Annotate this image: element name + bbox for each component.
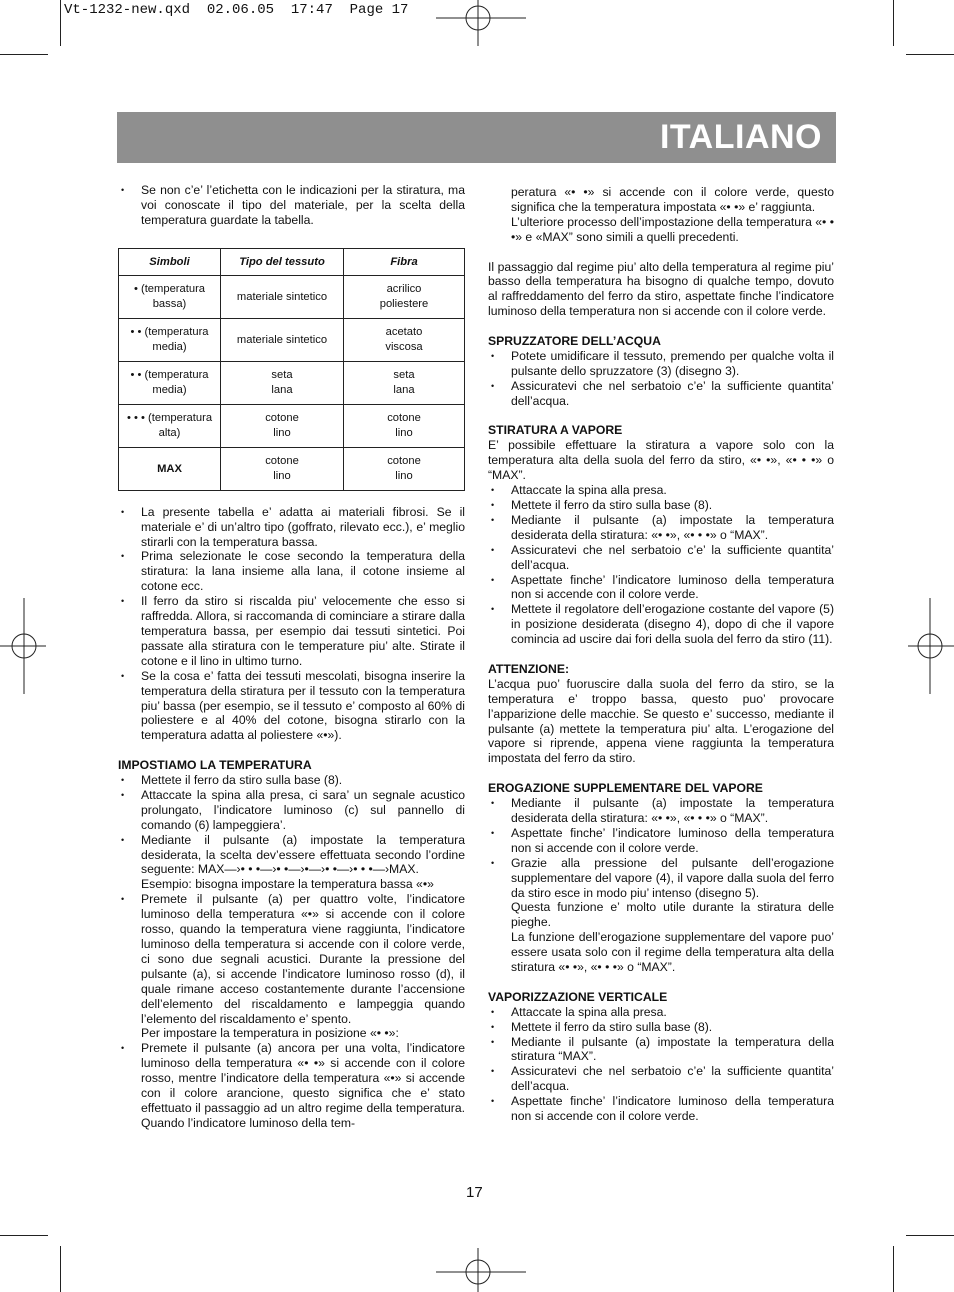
table-header-row xyxy=(119,248,465,275)
table-cell: cotone lino xyxy=(221,447,344,490)
paragraph: E’ possibile effettuare la stiratura a vapore solo con la temperatura alta della suola del ferro da stiro, «• •», «• • •» o “MAX”. xyxy=(488,438,834,483)
list-item: • Mediante il pulsante (a) impostate la temperatura desiderata della stiratura: «• •», «• • •» o “MAX”. xyxy=(488,513,834,543)
list-item-continuation: Questa funzione e’ molto utile durante la stiratura delle pieghe. xyxy=(511,900,834,930)
registration-mark-left xyxy=(0,598,46,694)
section-heading: IMPOSTIAMO LA TEMPERATURA xyxy=(118,758,312,773)
table-header: Simboli xyxy=(119,248,221,275)
print-slug: Vt-1232-new.qxd 02.06.05 17:47 Page 17 xyxy=(64,2,409,18)
section-heading: EROGAZIONE SUPPLEMENTARE DEL VAPORE xyxy=(488,781,763,796)
table-cell: acetato viscosa xyxy=(344,318,465,361)
table-row xyxy=(119,318,465,361)
table-cell: • • • (temperatura alta) xyxy=(119,404,221,447)
table-row xyxy=(119,275,465,318)
section-heading: STIRATURA A VAPORE xyxy=(488,423,623,438)
list-item: • Attaccate la spina alla presa. xyxy=(488,1005,834,1020)
table-cell: • • (temperatura media) xyxy=(119,361,221,404)
intro-bullet: • Se non c’e’ l’etichetta con le indicazioni per la stiratura, ma voi conoscate il tipo del materiale, per la scelta della temperatura guardate la tabella. xyxy=(118,183,465,228)
list-item-continuation: peratura «• •» si accende con il colore verde, questo significa che la temperatura impostata «• •» e’ raggiunta. xyxy=(511,185,834,214)
list-item: • Mettete il ferro da stiro sulla base (8). xyxy=(488,498,834,513)
list-item: • Premete il pulsante (a) ancora per una volta, l’indicatore luminoso della temperatura «• •» si accende con il colore rosso, mentre l’indicatore della temperatura «•» si accende con il colore arancione, questo significa che e’ stato effettuato il passaggio ad un altro regime della temperatura. Quando l’indicatore luminoso della tem- xyxy=(118,1041,465,1130)
list-item-continuation: L’ulteriore processo dell’impostazione della temperatura «• • •» e «MAX” sono simili a quelli precedenti. xyxy=(511,214,834,244)
table-cell: • • (temperatura media) xyxy=(119,318,221,361)
list-item-continuation: Esempio: bisogna impostare la temperatura bassa «•» xyxy=(141,877,434,892)
list-item: • La presente tabella e’ adatta ai materiali fibrosi. Se il materiale e’ di un’altro tipo (goffrato, rilevato ecc.), e’ meglio stirarli con la temperatura bassa. xyxy=(118,505,465,550)
table-cell: acrilico poliestere xyxy=(344,275,465,318)
list-item: • Il ferro da stiro si riscalda piu’ velocemente che esso si raffredda. Allora, si raccomanda di cominciare a stirare dalla temperatura bassa, per esempio dai tessuti sintetici. Poi passate alla stiratura con le temperature piu’ alte. Stirate il cotone e il lino in ultimo turno. xyxy=(118,594,465,669)
table-header: Tipo del tessuto xyxy=(221,248,344,275)
table-cell: MAX xyxy=(119,447,221,490)
list-item: • Mediante il pulsante (a) impostate la temperatura desiderata della stiratura: «• •», «• • •» o “MAX”. xyxy=(488,796,834,826)
list-item: • Assicuratevi che nel serbatoio c’e’ la sufficiente quantita’ dell’acqua. xyxy=(488,379,834,409)
list-item: • Attaccate la spina alla presa. xyxy=(488,483,834,498)
section-heading: VAPORIZZAZIONE VERTICALE xyxy=(488,989,668,1004)
table-cell: materiale sintetico xyxy=(221,275,344,318)
table-cell: cotone lino xyxy=(344,404,465,447)
registration-mark-top xyxy=(436,0,526,46)
list-item: • Grazie alla pressione del pulsante dell’erogazione supplementare del vapore (4), il vapore dalla suola del ferro da stiro esce in modo piu’ intenso (disegno 5). xyxy=(488,856,834,901)
symbols-table xyxy=(118,248,465,491)
table-cell: cotone lino xyxy=(221,404,344,447)
right-column xyxy=(488,185,834,1124)
table-cell: seta lana xyxy=(344,361,465,404)
list-item: • Mettete il ferro da stiro sulla base (8). xyxy=(488,1020,834,1035)
banner-title: ITALIANO xyxy=(659,118,822,156)
list-item: • Premete il pulsante (a) per quattro volte, l’indicatore luminoso della temperatura «•» si accende con il colore rosso, quando la temperatura viene raggiunta, l’indicatore luminoso della temperatura si accende con il colore verde, ci sono due segnali acustici. Durante la pressione del pulsante (a), si accende l’indicatore luminoso rosso (d), il quale rimane acceso costantemente durante l’accensione dell’elemento del riscaldamento e lampeggia quando l’elemento del riscaldamento e’ spento. xyxy=(118,892,465,1026)
language-banner xyxy=(117,112,836,163)
list-item-continuation: La funzione dell’erogazione supplementare del vapore puo’ essere usata solo con il regime della temperatura alta della stiratura «• •», «• • •» o “MAX”. xyxy=(511,930,834,975)
registration-mark-right xyxy=(908,598,954,694)
left-column xyxy=(118,183,465,1131)
list-item: • Aspettate finche’ l’indicatore luminoso della temperatura non si accende con il colore verde. xyxy=(488,826,834,856)
table-row xyxy=(119,447,465,490)
list-item: • Mediante il pulsante (a) impostate la temperatura della stiratura “MAX”. xyxy=(488,1035,834,1065)
list-item: • Assicuratevi che nel serbatoio c’e’ la sufficiente quantita’ dell’acqua. xyxy=(488,543,834,573)
table-cell: seta lana xyxy=(221,361,344,404)
paragraph: Il passaggio dal regime piu’ alto della temperatura al regime piu’ basso della temperatura ha bisogno di qualche tempo, dovuto al raffreddamento del ferro da stiro, aspettate finche l’indicatore luminoso della temperatura non si accende con il colore verde. xyxy=(488,259,834,319)
list-item: • Aspettate finche’ l’indicatore luminoso della temperatura non si accende con il colore verde. xyxy=(488,1094,834,1124)
registration-mark-bottom xyxy=(436,1248,526,1292)
list-item: • Se la cosa e’ fatta dei tessuti mescolati, bisogna inserire la temperatura della stiratura per il tessuto con la temperatura piu’ bassa (per esempio, se il tessuto e’ composto al 60% di poliestere e al 40% del cotone, bisogna stirarlo con la temperatura adatta al poliestere «•»). xyxy=(118,669,465,744)
table-row xyxy=(119,404,465,447)
section-heading: ATTENZIONE: xyxy=(488,661,570,676)
table-header: Fibra xyxy=(344,248,465,275)
list-item: • Prima selezionate le cose secondo la temperatura della stiratura: la lana insieme alla lana, il cotone insieme al cotone ecc. xyxy=(118,549,465,594)
page-number: 17 xyxy=(466,1184,483,1201)
list-item: • Mediante il pulsante (a) impostate la temperatura desiderata, la scelta dev’essere effettuata secondo l’ordine seguente: MAX—›• • •—›• •—›•—›• •—›• • •—›MAX. xyxy=(118,833,465,878)
list-item: • Mettete il ferro da stiro sulla base (8). xyxy=(118,773,465,788)
table-cell: materiale sintetico xyxy=(221,318,344,361)
table-row xyxy=(119,361,465,404)
list-item: • Potete umidificare il tessuto, premendo per qualche volta il pulsante dello spruzzatore (3) (disegno 3). xyxy=(488,349,834,379)
table-cell: cotone lino xyxy=(344,447,465,490)
list-item: • Mettete il regolatore dell’erogazione costante del vapore (5) in posizione desiderata (disegno 4), dopo di che il vapore comincia ad uscire dai fori della suola del ferro da stiro (11). xyxy=(488,602,834,647)
list-item: • Aspettate finche’ l’indicatore luminoso della temperatura non si accende con il colore verde. xyxy=(488,573,834,603)
list-item-continuation: Per impostare la temperatura in posizione «• •»: xyxy=(141,1026,399,1041)
table-cell: • (temperatura bassa) xyxy=(119,275,221,318)
list-item: • Attaccate la spina alla presa, ci sara’ un segnale acustico prolungato, l’indicatore luminoso (c) sul pannello di comando (6) lampeggiera’. xyxy=(118,788,465,833)
section-heading: SPRUZZATORE DELL’ACQUA xyxy=(488,334,661,349)
list-item: • Assicuratevi che nel serbatoio c’e’ la sufficiente quantita’ dell’acqua. xyxy=(488,1064,834,1094)
paragraph: L’acqua puo’ fuoruscire dalla suola del ferro da stiro, se la temperatura e’ troppo bassa, questo puo’ provocare l’apparizione delle macchie. Se questo e’ successo, mediante il pulsante (a) mettete la temperatura piu’ alta. L’erogazione del vapore si riprende, appena viene raggiunta la temperatura impostata del ferro da stiro. xyxy=(488,676,834,766)
